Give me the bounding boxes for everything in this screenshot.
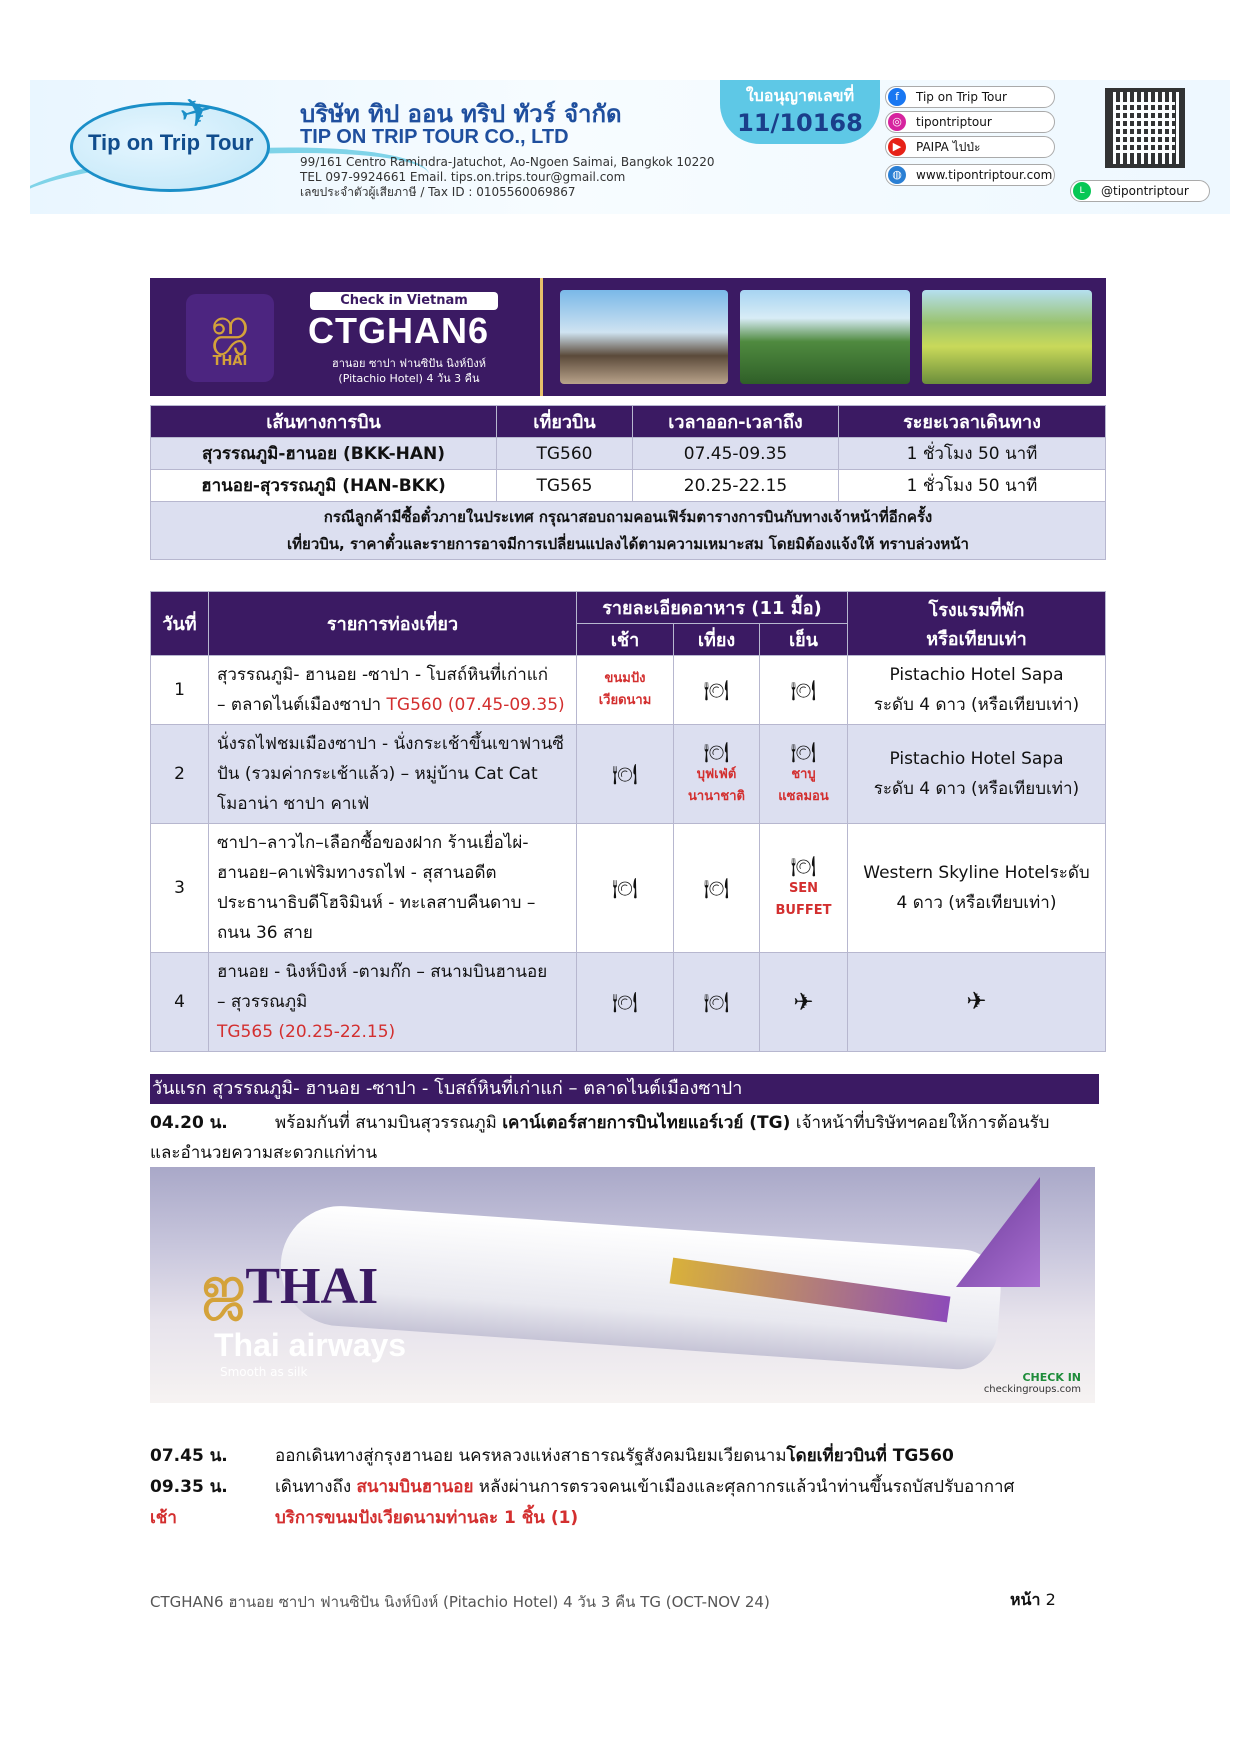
day-description: [209, 656, 577, 725]
company-logo-text: Tip on Trip Tour: [88, 130, 254, 155]
page-number: [1010, 1588, 1056, 1613]
qr-code: [1105, 88, 1185, 168]
thai-orchid-icon: ஜ: [202, 1258, 246, 1315]
license-number: 11/10168: [737, 109, 863, 137]
itinerary-table: [150, 591, 1106, 1052]
col-day: วันที่: [151, 592, 209, 656]
time-cell: 07.45-09.35: [633, 438, 839, 470]
col-flight: เที่ยวบิน: [497, 406, 633, 438]
schedule-time: 07.45 น.: [150, 1446, 228, 1466]
social-label: tipontriptour: [916, 115, 992, 129]
social-youtube[interactable]: [885, 136, 1055, 158]
meal-icon: 🍽: [703, 876, 730, 900]
social-label: Tip on Trip Tour: [916, 90, 1007, 104]
breakfast-cell: [577, 824, 674, 953]
meal-note: เวียดนาม: [598, 693, 652, 708]
photo-sapa-train: [740, 290, 910, 384]
gold-divider: [540, 278, 543, 396]
flight-cell: TG560: [497, 438, 633, 470]
line-id-label: @tipontriptour: [1101, 184, 1189, 198]
tour-subtitle-line-2: (Pitachio Hotel) 4 วัน 3 คืน: [338, 372, 480, 385]
meal-icon: 🍽: [612, 990, 638, 1014]
social-label: PAIPA ไปป่ะ: [916, 140, 981, 154]
schedule-line: [150, 1441, 954, 1471]
tour-subtitle-line-1: ฮานอย ซาปา ฟานซิปัน นิงห์บิงห์: [332, 357, 486, 370]
thai-orchid-icon: ஜ: [210, 297, 250, 351]
schedule-time: 09.35 น.: [150, 1477, 228, 1497]
address-line: 99/161 Centro Ramindra-Jatuchot, Ao-Ngoen Saimai, Bangkok 10220: [300, 155, 715, 169]
flight-note: [151, 502, 1106, 560]
facebook-icon: f: [888, 88, 906, 106]
time-cell: 20.25-22.15: [633, 470, 839, 502]
col-route: เส้นทางการบิน: [151, 406, 497, 438]
day-number: 4: [151, 953, 209, 1052]
desc-line: ปัน (รวมค่ากระเช้าแล้ว) – หมู่บ้าน Cat Cat: [217, 764, 538, 784]
company-name-english: TIP ON TRIP TOUR CO., LTD: [300, 126, 569, 148]
dinner-cell: [760, 725, 848, 824]
hotel-name: Pistachio Hotel Sapa: [889, 749, 1064, 769]
day-number: 2: [151, 725, 209, 824]
hotel-cell: [848, 656, 1106, 725]
hotel-cell: [848, 824, 1106, 953]
flight-time: TG565 (20.25-22.15): [217, 1022, 396, 1042]
hotel-cell: [848, 725, 1106, 824]
meal-note: ชาบู: [791, 767, 816, 782]
flight-header-row: [151, 406, 1106, 438]
desc-line: ฮานอย–คาเฟ่ริมทางรถไฟ - สุสานอดีต: [217, 863, 497, 883]
airplane-icon: ✈: [793, 988, 814, 1016]
social-label: www.tipontriptour.com: [916, 168, 1053, 182]
check-in-logo: CHECK IN: [1022, 1371, 1081, 1384]
dinner-cell: [760, 953, 848, 1052]
photo-fansipan: [560, 290, 728, 384]
hotel-rating: ระดับ 4 ดาว (หรือเทียบเท่า): [873, 779, 1080, 799]
tax-line: เลขประจำตัวผู้เสียภาษี / Tax ID : 0105560069867: [300, 185, 576, 199]
day-description: [209, 953, 577, 1052]
hotel-header-line-1: โรงแรมที่พัก: [928, 599, 1025, 621]
photo-ninh-binh: [922, 290, 1092, 384]
day-description: [209, 824, 577, 953]
meal-icon: 🍽: [790, 740, 817, 764]
day-number: 1: [151, 656, 209, 725]
col-time: เวลาออก-เวลาถึง: [633, 406, 839, 438]
day-description: [209, 725, 577, 824]
schedule-text-bold: เคาน์เตอร์สายการบินไทยแอร์เวย์ (TG): [502, 1113, 791, 1133]
route-cell: ฮานอย-สุวรรณภูมิ (HAN-BKK): [151, 470, 497, 502]
duration-cell: 1 ชั่วโมง 50 นาที: [839, 438, 1106, 470]
hotel-rating: ระดับ 4 ดาว (หรือเทียบเท่า): [873, 695, 1080, 715]
desc-line: – สุวรรณภูมิ: [217, 992, 308, 1012]
schedule-text-red: สนามบินฮานอย: [356, 1477, 474, 1497]
table-row: [151, 438, 1106, 470]
thai-airways-logo: [186, 294, 274, 382]
dinner-cell: [760, 824, 848, 953]
license-label: ใบอนุญาตเลขที่: [745, 86, 855, 105]
schedule-line: [150, 1472, 1014, 1502]
checking-groups-watermark: [984, 1371, 1081, 1395]
tour-code: CTGHAN6: [308, 310, 490, 351]
desc-line: ถนน 36 สาย: [217, 923, 313, 943]
schedule-text: เจ้าหน้าที่บริษัทฯคอยให้การต้อนรับ: [790, 1113, 1050, 1133]
youtube-icon: ▶: [888, 138, 906, 156]
col-dinner: เย็น: [760, 624, 848, 656]
table-row: [151, 656, 1106, 725]
meal-icon: 🍽: [790, 854, 817, 878]
lunch-cell: [674, 656, 760, 725]
social-instagram[interactable]: [885, 111, 1055, 133]
check-in-label: Check in Vietnam: [310, 292, 498, 310]
schedule-text: เดินทางถึง: [275, 1477, 357, 1497]
schedule-line: [150, 1503, 578, 1533]
meal-icon: 🍽: [612, 762, 638, 786]
hotel-name: Pistachio Hotel Sapa: [889, 665, 1064, 685]
flight-note-line-1: กรณีลูกค้ามีซื้อตั๋วภายในประเทศ กรุณาสอบถามคอนเฟิร์มตารางการบินกับทางเจ้าหน้าที่อีกครั้ง: [323, 507, 933, 526]
hotel-cell: [848, 953, 1106, 1052]
airplane-icon: ✈: [966, 986, 987, 1015]
meal-icon: 🍽: [703, 740, 730, 764]
lunch-cell: [674, 824, 760, 953]
flight-time: TG560 (07.45-09.35): [386, 695, 565, 715]
flight-note-line-2: เที่ยวบิน, ราคาตั๋วและรายการอาจมีการเปลี่ยนแปลงได้ตามความเหมาะสม โดยมิต้องแจ้งให้ ทราบล่วงหน้า: [287, 534, 969, 553]
breakfast-cell: [577, 725, 674, 824]
col-hotel: [848, 592, 1106, 656]
breakfast-cell: [577, 656, 674, 725]
flight-cell: TG565: [497, 470, 633, 502]
meal-icon: 🍽: [703, 678, 730, 702]
hotel-header-line-2: หรือเทียบเท่า: [926, 628, 1027, 650]
schedule-text: ออกเดินทางสู่กรุงฮานอย นครหลวงแห่งสาธารณรัฐสังคมนิยมเวียดนาม: [275, 1446, 787, 1466]
airplane-icon: ✈: [174, 86, 219, 140]
meal-icon: 🍽: [612, 876, 638, 900]
company-header-banner: [30, 80, 1230, 214]
check-in-url: checkingroups.com: [983, 1384, 1081, 1395]
col-lunch: เที่ยง: [674, 624, 760, 656]
col-duration: ระยะเวลาเดินทาง: [839, 406, 1106, 438]
web-icon: ◍: [888, 166, 906, 184]
page-no: 2: [1045, 1590, 1056, 1609]
itinerary-header-row: [151, 592, 1106, 624]
dinner-cell: [760, 656, 848, 725]
meal-note: SEN: [788, 881, 819, 896]
table-row: [151, 470, 1106, 502]
social-website[interactable]: [885, 164, 1055, 186]
desc-line: สุวรรณภูมิ- ฮานอย -ซาปา - โบสถ์หินที่เก่าแก่: [217, 665, 549, 685]
lunch-cell: [674, 725, 760, 824]
day-number: 3: [151, 824, 209, 953]
day-heading: วันแรก สุวรรณภูมิ- ฮานอย -ซาปา - โบสถ์หินที่เก่าแก่ – ตลาดไนต์เมืองซาปา: [150, 1074, 1099, 1104]
desc-line: นั่งรถไฟชมเมืองซาปา - นั่งกระเช้าขึ้นเขาฟานซี: [217, 734, 564, 754]
desc-line: ประธานาธิบดีโฮจิมินห์ - ทะเลสาบคืนดาบ –: [217, 893, 536, 913]
schedule-line: [150, 1108, 1049, 1138]
desc-line: [217, 690, 568, 720]
tour-subtitle: [332, 356, 486, 386]
meal-note: นานาชาติ: [688, 789, 745, 804]
duration-cell: 1 ชั่วโมง 50 นาที: [839, 470, 1106, 502]
thai-logo-text: THAI: [212, 354, 248, 369]
desc-line: โมอาน่า ซาปา คาเฟ่: [217, 794, 370, 814]
company-name-thai: บริษัท ทิป ออน ทริป ทัวร์ จำกัด: [300, 100, 622, 128]
meal-label: เช้า: [150, 1508, 177, 1528]
desc-line: ซาปา–ลาวไก–เลือกซื้อของฝาก ร้านเยื่อไผ่-: [217, 833, 529, 853]
thai-airways-ad-image: [150, 1167, 1095, 1403]
schedule-text: พร้อมกันที่ สนามบินสุวรรณภูมิ: [275, 1113, 503, 1133]
lunch-cell: [674, 953, 760, 1052]
schedule-text-bold: โดยเที่ยวบินที่ TG560: [786, 1446, 954, 1466]
social-line[interactable]: [1070, 180, 1210, 202]
license-badge: [720, 80, 880, 144]
col-meals: รายละเอียดอาหาร (11 มื้อ): [577, 592, 848, 624]
meal-text: บริการขนมปังเวียดนามท่านละ 1 ชิ้น (1): [275, 1508, 579, 1528]
company-address: [300, 155, 715, 200]
tagline-text: Smooth as silk: [220, 1365, 308, 1379]
route-cell: สุวรรณภูมิ-ฮานอย (BKK-HAN): [151, 438, 497, 470]
page-footer: CTGHAN6 ฮานอย ซาปา ฟานซิปัน นิงห์บิงห์ (Pitachio Hotel) 4 วัน 3 คืน TG (OCT-NOV 24): [150, 1593, 770, 1611]
meal-note: ขนมปัง: [604, 671, 646, 686]
table-row: [151, 953, 1106, 1052]
thai-wordmark: [202, 1257, 378, 1323]
schedule-time: 04.20 น.: [150, 1113, 228, 1133]
line-icon: L: [1073, 182, 1091, 200]
table-row: [151, 824, 1106, 953]
flight-note-row: [151, 502, 1106, 560]
table-row: [151, 725, 1106, 824]
col-description: รายการท่องเที่ยว: [209, 592, 577, 656]
hotel-name: Western Skyline Hotelระดับ: [863, 863, 1090, 883]
social-facebook[interactable]: [885, 86, 1055, 108]
meal-note: แซลมอน: [778, 789, 829, 804]
flight-table: [150, 405, 1106, 560]
meal-icon: 🍽: [790, 678, 817, 702]
col-breakfast: เช้า: [577, 624, 674, 656]
meal-note: บุฟเฟ่ต์: [696, 767, 737, 782]
instagram-icon: ◎: [888, 113, 906, 131]
desc-line: ฮานอย - นิงห์บิงห์ -ตามก๊ก – สนามบินฮานอย: [217, 962, 548, 982]
brand-text: THAI: [245, 1258, 379, 1315]
schedule-line: และอำนวยความสะดวกแก่ท่าน: [150, 1143, 378, 1163]
tour-title-bar: [150, 278, 1106, 396]
airways-text: Thai airways: [214, 1327, 407, 1363]
desc-text: – ตลาดไนต์เมืองซาปา: [217, 695, 387, 715]
schedule-text: หลังผ่านการตรวจคนเข้าเมืองและศุลกากรแล้วนำท่านขึ้นรถบัสปรับอากาศ: [473, 1477, 1015, 1497]
page-label: หน้า: [1010, 1590, 1041, 1609]
contact-line: TEL 097-9924661 Email. tips.on.trips.tour@gmail.com: [300, 170, 626, 184]
hotel-rating: 4 ดาว (หรือเทียบเท่า): [896, 893, 1057, 913]
meal-icon: 🍽: [703, 990, 730, 1014]
meal-note: BUFFET: [775, 903, 832, 918]
breakfast-cell: [577, 953, 674, 1052]
